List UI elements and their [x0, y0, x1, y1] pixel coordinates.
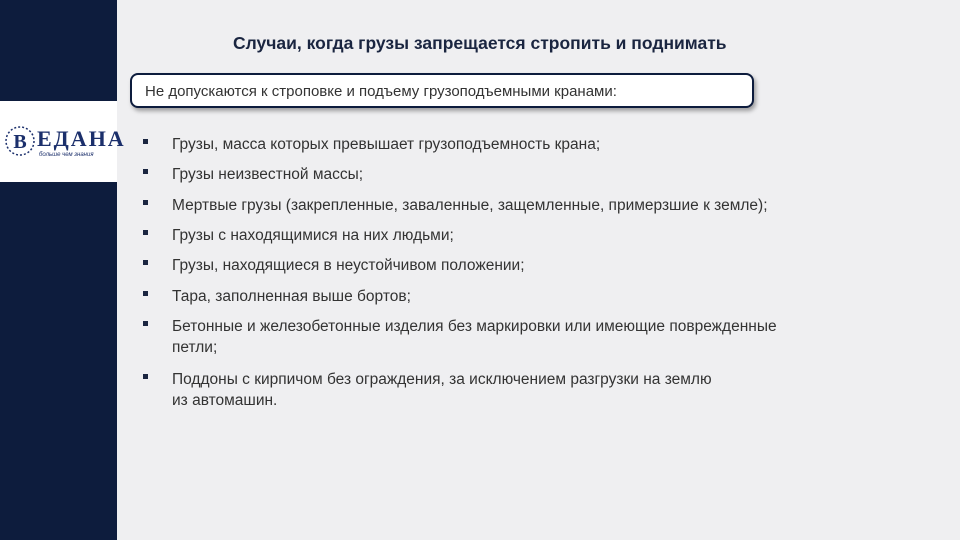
callout-text: Не допускаются к строповке и подъему грузоподъемными кранами: [145, 83, 617, 100]
list-item-text: Грузы, находящиеся в неустойчивом положении; [172, 257, 525, 274]
bullet-icon [143, 374, 148, 379]
bullet-icon [143, 260, 148, 265]
logo-tagline: больше чем знания [39, 152, 94, 158]
bullet-icon [143, 321, 148, 326]
bullet-icon [143, 139, 148, 144]
list-item [143, 316, 923, 358]
list-item-text: Тара, заполненная выше бортов; [172, 288, 411, 305]
svg-text:B: B [13, 131, 27, 153]
logo-name: ЕДАНА [37, 126, 126, 151]
list-item [143, 164, 923, 185]
list-item [143, 286, 923, 307]
list-item-text: Грузы неизвестной массы; [172, 166, 364, 183]
bullet-icon [143, 200, 148, 205]
list-item-text: Поддоны с кирпичом без ограждения, за исключением разгрузки на землю из автомашин. [172, 371, 712, 409]
list-item-text: Грузы, масса которых превышает грузоподъемность крана; [172, 136, 601, 153]
bullet-icon [143, 291, 148, 296]
list-item [143, 225, 923, 246]
list-item-text: Грузы с находящимися на них людьми; [172, 227, 454, 244]
list-item-text: Бетонные и железобетонные изделия без маркировки или имеющие поврежденные петли; [172, 318, 777, 356]
list-item [143, 134, 923, 155]
slide-title: Случаи, когда грузы запрещается стропить и поднимать [233, 33, 727, 53]
bullet-icon [143, 230, 148, 235]
list-item [143, 369, 923, 411]
list-item [143, 195, 923, 216]
bullet-icon [143, 169, 148, 174]
list-item-text: Мертвые грузы (закрепленные, заваленные, защемленные, примерзшие к земле); [172, 197, 768, 214]
list-item [143, 255, 923, 276]
